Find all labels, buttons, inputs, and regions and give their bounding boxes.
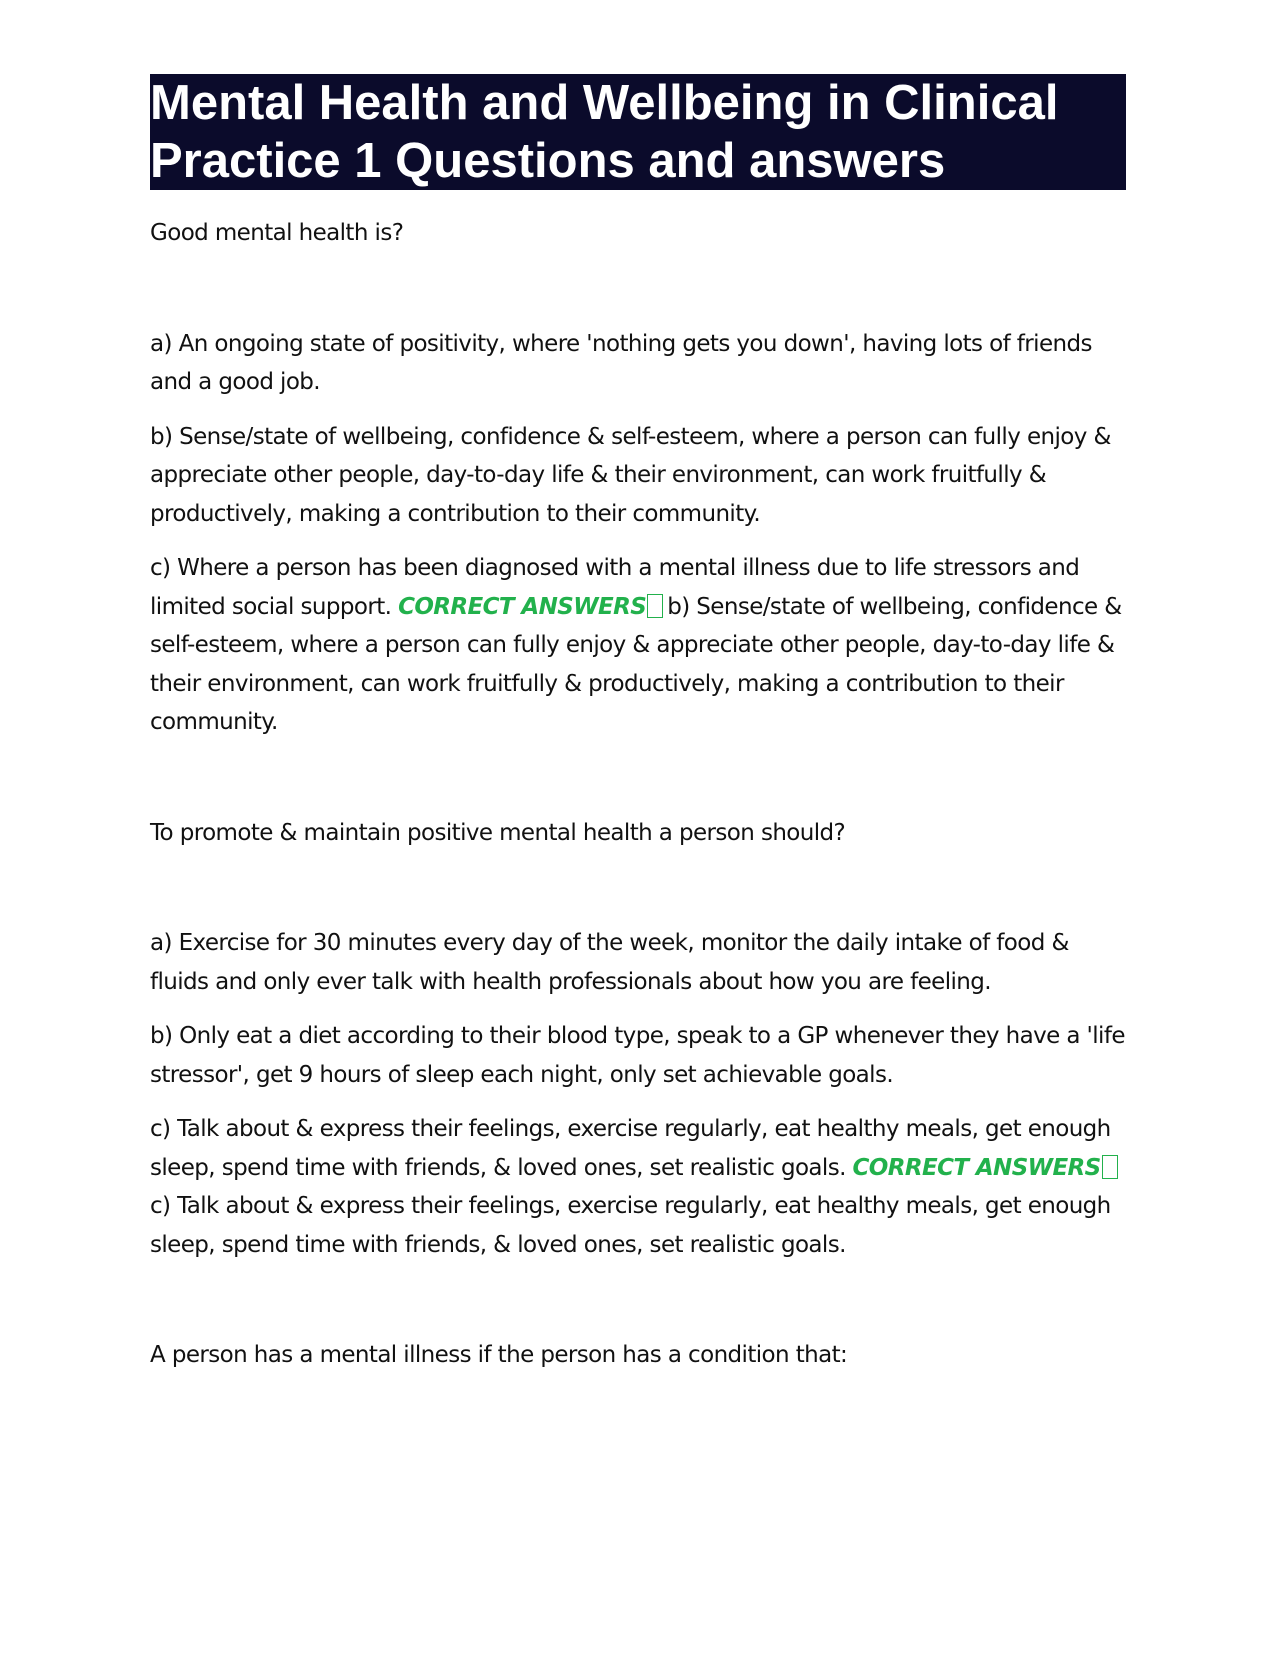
- correct-answer-text: b) Sense/state of wellbeing, confidence & self-esteem, where a person can fully enjoy & appreciate other people, day-to-day life & their environment, can work fruitfully & productively, making a contribution to their community.: [150, 593, 1122, 735]
- answer-option-with-answer: [150, 1110, 1126, 1264]
- correct-answers-label: CORRECT ANSWERS: [852, 1154, 1101, 1181]
- question-text: A person has a mental illness if the person has a condition that:: [150, 1342, 848, 1368]
- question-text: Good mental health is?: [150, 220, 404, 246]
- correct-answer-text: c) Talk about & express their feelings, exercise regularly, eat healthy meals, get enough sleep, spend time with friends, & loved ones, set realistic goals.: [150, 1193, 1111, 1258]
- document-body: [150, 214, 1126, 1375]
- answer-option-with-answer: [150, 549, 1126, 742]
- checkbox-icon: [647, 594, 663, 618]
- answer-option: b) Sense/state of wellbeing, confidence & self-esteem, where a person can fully enjoy & appreciate other people, day-to-day life & their environment, can work fruitfully & productively, making a contribution to their community.: [150, 423, 1111, 527]
- correct-answers-label: CORRECT ANSWERS: [398, 593, 647, 620]
- document-page: [150, 74, 1126, 1375]
- answer-option-text: c) Where a person has been diagnosed with a mental illness due to life stressors and limited social support.: [150, 555, 1080, 620]
- document-title: Mental Health and Wellbeing in Clinical Practice 1 Questions and answers: [150, 74, 1126, 190]
- checkbox-icon: [1102, 1155, 1118, 1179]
- answer-option: a) An ongoing state of positivity, where 'nothing gets you down', having lots of friends and a good job.: [150, 330, 1092, 395]
- answer-option: b) Only eat a diet according to their blood type, speak to a GP whenever they have a 'life stressor', get 9 hours of sleep each night, only set achievable goals.: [150, 1023, 1125, 1088]
- answer-option-text: c) Talk about & express their feelings, exercise regularly, eat healthy meals, get enough sleep, spend time with friends, & loved ones, set realistic goals.: [150, 1116, 1111, 1181]
- answer-option: a) Exercise for 30 minutes every day of the week, monitor the daily intake of food & fluids and only ever talk with health professionals about how you are feeling.: [150, 930, 1069, 995]
- question-text: To promote & maintain positive mental health a person should?: [150, 819, 846, 846]
